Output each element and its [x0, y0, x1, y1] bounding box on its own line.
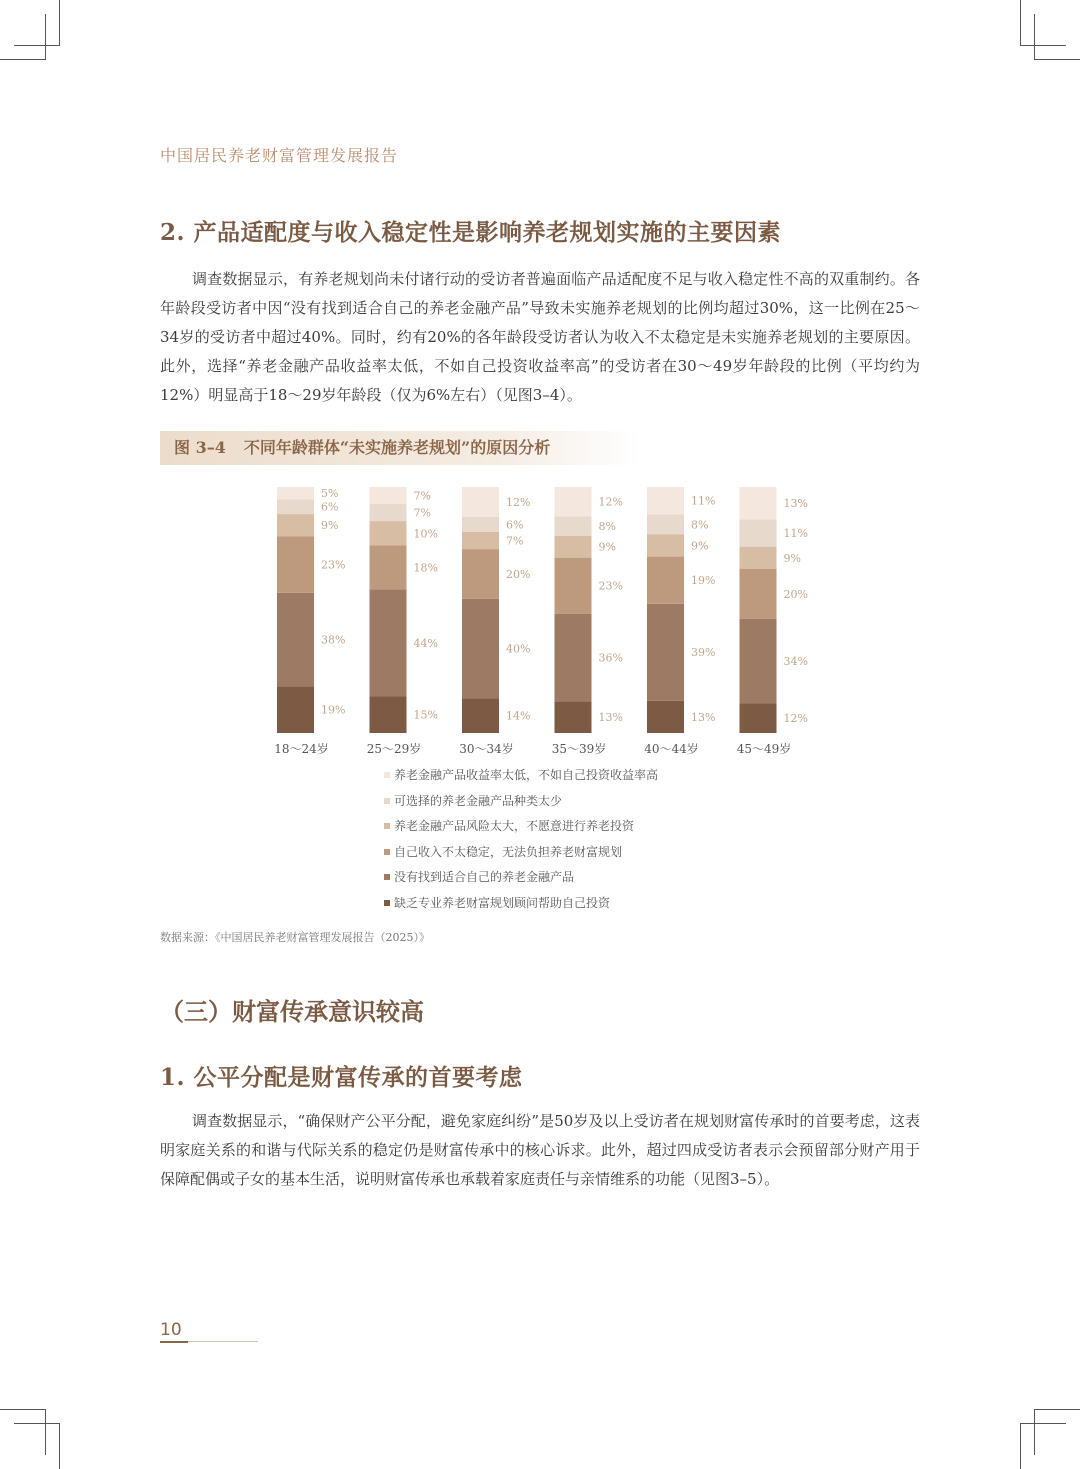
- page-number-rule-accent: [160, 1341, 188, 1343]
- bar-segment: [740, 547, 777, 569]
- bar-stack: [370, 487, 407, 733]
- bar-stack: [277, 487, 314, 733]
- data-label: 6%: [321, 500, 339, 514]
- bar-segment: [647, 487, 684, 514]
- data-label: 7%: [413, 489, 431, 503]
- data-label: 5%: [321, 487, 339, 501]
- bar-segment: [370, 521, 407, 545]
- data-label: 39%: [691, 646, 716, 660]
- crop-mark-br-h: [1034, 1409, 1080, 1410]
- data-label: 19%: [321, 703, 346, 717]
- section-2-heading: 2. 产品适配度与收入稳定性是影响养老规划实施的主要因素: [160, 219, 782, 246]
- legend-item: [384, 791, 658, 817]
- bar-segment: [370, 545, 407, 589]
- bar-segment: [740, 619, 777, 703]
- bar-segment: [647, 604, 684, 701]
- data-label: 12%: [783, 712, 808, 726]
- bar-segment: [555, 614, 592, 702]
- data-label: 34%: [783, 654, 808, 668]
- bar-segment: [740, 519, 777, 546]
- crop-mark-bl-h2: [14, 1423, 60, 1424]
- legend-swatch: [384, 823, 390, 829]
- data-label: 20%: [506, 567, 531, 581]
- data-label: 38%: [321, 633, 346, 647]
- x-tick-label: 25～29岁: [366, 742, 422, 756]
- data-label: 40%: [506, 642, 531, 656]
- data-label: 19%: [691, 574, 716, 588]
- figure-number: 图 3–4: [174, 438, 226, 457]
- bar-segment: [740, 569, 777, 619]
- crop-mark-br-h2: [1020, 1423, 1066, 1424]
- bar-segment: [462, 532, 499, 549]
- data-label: 13%: [598, 711, 623, 725]
- bar-stack: [555, 487, 592, 733]
- data-label: 44%: [413, 636, 438, 650]
- legend-label: 可选择的养老金融产品种类太少: [394, 793, 563, 808]
- data-label: 18%: [413, 561, 438, 575]
- data-label: 8%: [691, 518, 709, 532]
- data-label: 10%: [413, 527, 438, 541]
- bar-segment: [462, 517, 499, 532]
- bar-segment: [277, 593, 314, 686]
- bar-segment: [370, 589, 407, 696]
- bar-segment: [647, 557, 684, 604]
- crop-mark-tl-h2: [0, 59, 46, 60]
- stacked-bar-chart: [240, 475, 840, 765]
- legend-item: [384, 893, 658, 919]
- legend-label: 养老金融产品收益率太低，不如自己投资收益率高: [394, 768, 659, 782]
- bar-segment: [462, 599, 499, 698]
- bar-segment: [277, 514, 314, 536]
- x-tick-label: 40～44岁: [644, 742, 699, 756]
- bar-segment: [555, 536, 592, 558]
- data-label: 9%: [783, 551, 801, 565]
- legend-swatch: [384, 874, 390, 880]
- bar-segment: [462, 549, 499, 599]
- data-label: 9%: [691, 539, 709, 553]
- bar-segment: [555, 487, 592, 516]
- data-label: 7%: [506, 534, 524, 548]
- bar-segment: [647, 514, 684, 534]
- bar-stack: [740, 487, 777, 733]
- crop-mark-br-v2: [1020, 1423, 1021, 1469]
- data-label: 13%: [691, 710, 716, 724]
- crop-mark-tr-v: [1020, 0, 1021, 46]
- crop-mark-bl-v: [45, 1409, 46, 1455]
- legend-swatch: [384, 772, 390, 778]
- figure-title-bar: [160, 431, 640, 465]
- crop-mark-tr-v2: [1034, 14, 1035, 60]
- legend-item: [384, 842, 658, 868]
- chart-legend: [384, 765, 658, 919]
- legend-swatch: [384, 798, 390, 804]
- legend-label: 养老金融产品风险太大，不愿意进行养老投资: [394, 819, 635, 834]
- data-label: 9%: [321, 519, 339, 533]
- bar-segment: [555, 516, 592, 535]
- bar-segment: [555, 558, 592, 614]
- bar-segment: [277, 487, 314, 499]
- bar-segment: [740, 703, 777, 733]
- bar-segment: [277, 499, 314, 514]
- bar-segment: [555, 701, 592, 733]
- crop-mark-tl-v: [59, 0, 60, 46]
- data-label: 13%: [783, 497, 808, 511]
- bar-stack: [462, 487, 499, 733]
- legend-swatch: [384, 849, 390, 855]
- section-3-heading: （三）财富传承意识较高: [160, 997, 424, 1026]
- data-label: 7%: [413, 506, 431, 520]
- data-label: 23%: [321, 558, 346, 572]
- bar-segment: [647, 534, 684, 556]
- figure-source: 数据来源：《中国居民养老财富管理发展报告（2025）》: [160, 931, 430, 944]
- x-tick-label: 18～24岁: [274, 742, 329, 756]
- x-tick-label: 45～49岁: [736, 742, 792, 756]
- crop-mark-bl-h: [0, 1409, 46, 1410]
- bar-segment: [740, 487, 777, 519]
- page-number: 10: [160, 1320, 182, 1340]
- legend-label: 没有找到适合自己的养老金融产品: [394, 870, 575, 885]
- data-label: 12%: [506, 495, 531, 509]
- data-label: 8%: [598, 519, 616, 533]
- data-label: 23%: [598, 579, 623, 593]
- section-3-1-heading: 1. 公平分配是财富传承的首要考虑: [160, 1064, 523, 1091]
- crop-mark-br-v: [1034, 1409, 1035, 1455]
- data-label: 11%: [783, 526, 808, 540]
- bar-segment: [277, 686, 314, 733]
- legend-item: [384, 765, 658, 791]
- data-label: 9%: [598, 540, 616, 554]
- paragraph-1: 调查数据显示，有养老规划尚未付诸行动的受访者普遍面临产品适配度不足与收入稳定性不高的双重制约。各年龄段受访者中因“没有找到适合自己的养老金融产品”导致未实施养老规划的比例均超过30%，这一比例在25～34岁的受访者中超过40%。同时，约有20%的各年龄段受访者认为收入不太稳定是未实施养老规划的主要原因。此外，选择“养老金融产品收益率太低，不如自己投资收益率高”的受访者在30～49岁年龄段的比例（平均约为12%）明显高于18～29岁年龄段（仅为6%左右）（见图3–4）。: [160, 270, 920, 404]
- bar-segment: [647, 701, 684, 733]
- data-label: 36%: [598, 651, 623, 665]
- bar-segment: [462, 487, 499, 517]
- legend-item: [384, 816, 658, 842]
- crop-mark-tl-h: [14, 45, 60, 46]
- data-label: 14%: [506, 709, 531, 723]
- legend-label: 自己收入不太稳定，无法负担养老财富规划: [394, 844, 623, 859]
- paragraph-2: 调查数据显示，“确保财产公平分配，避免家庭纠纷”是50岁及以上受访者在规划财富传承时的首要考虑，这表明家庭关系的和谐与代际关系的稳定仍是财富传承中的核心诉求。此外，超过四成受访者表示会预留部分财产用于保障配偶或子女的基本生活，说明财富传承也承载着家庭责任与亲情维系的功能（见图3–5）。: [160, 1112, 920, 1188]
- running-head: 中国居民养老财富管理发展报告: [160, 146, 399, 165]
- bar-segment: [277, 536, 314, 593]
- data-label: 15%: [413, 708, 438, 722]
- legend-label: 缺乏专业养老财富规划顾问帮助自己投资: [394, 895, 611, 910]
- x-tick-label: 30～34岁: [459, 742, 514, 756]
- crop-mark-tl-v2: [45, 14, 46, 60]
- bar-segment: [462, 698, 499, 733]
- crop-mark-bl-v2: [59, 1423, 60, 1469]
- bar-segment: [370, 696, 407, 733]
- x-tick-label: 35～39岁: [551, 742, 607, 756]
- crop-mark-tr-h2: [1034, 59, 1080, 60]
- data-label: 6%: [506, 518, 524, 532]
- data-label: 12%: [598, 495, 623, 509]
- legend-item: [384, 867, 658, 893]
- legend-swatch: [384, 900, 390, 906]
- data-label: 11%: [691, 494, 716, 508]
- bar-stack: [647, 487, 684, 733]
- bar-segment: [370, 487, 407, 504]
- crop-mark-tr-h: [1020, 45, 1066, 46]
- figure-title: 不同年龄群体“未实施养老规划”的原因分析: [243, 438, 551, 457]
- bar-segment: [370, 504, 407, 521]
- data-label: 20%: [783, 587, 808, 601]
